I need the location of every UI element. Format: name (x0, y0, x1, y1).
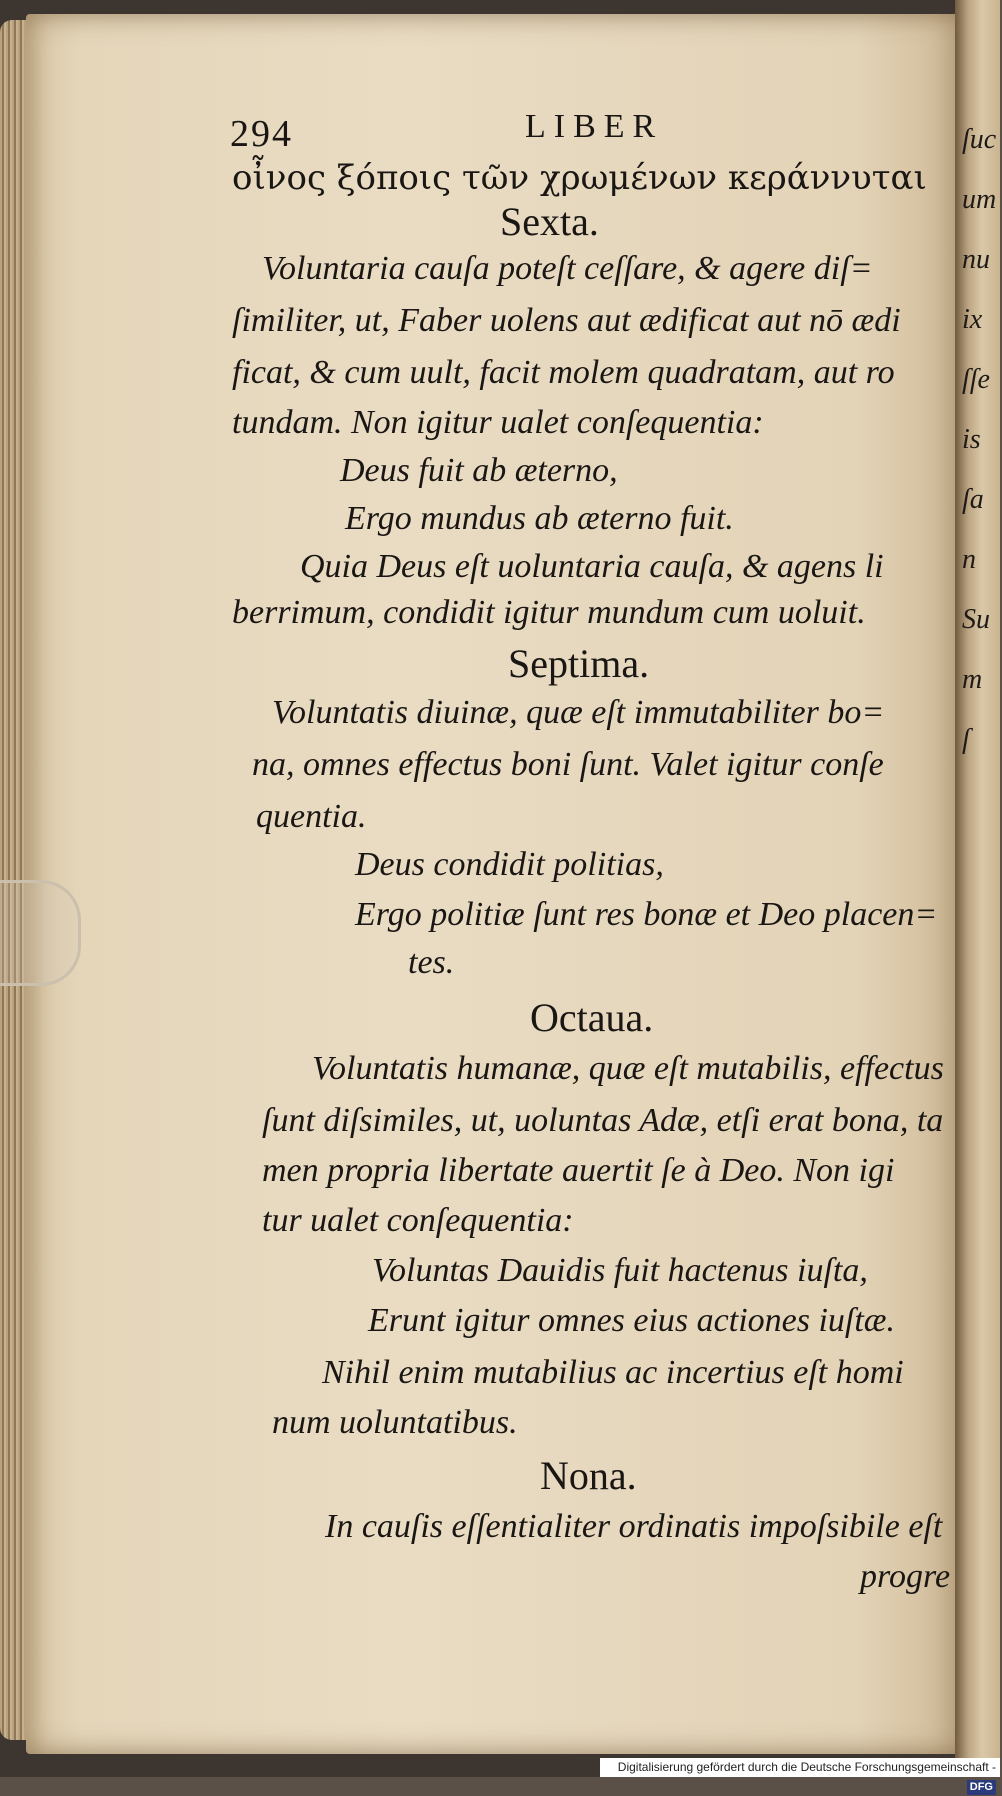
text-line: ficat, & cum uult, facit molem quadratam, aut ro (232, 354, 895, 391)
text-line: Deus fuit ab æterno, (340, 452, 618, 489)
dfg-logo: DFG (967, 1780, 996, 1795)
text-line: progre (860, 1558, 951, 1595)
text-line: Ergo mundus ab æterno fuit. (345, 500, 734, 537)
text-line: Voluntatis diuinæ, quæ eſt immutabiliter bo= (272, 694, 885, 731)
text-line: na, omnes effectus boni ſunt. Valet igitur conſe (252, 746, 884, 783)
text-line: ſunt diſsimiles, ut, uoluntas Adæ, etſi erat bona, ta (262, 1102, 944, 1139)
text-line: Deus condidit politias, (355, 846, 664, 883)
text-line: men propria libertate auertit ſe à Deo. Non igi (262, 1152, 895, 1189)
text-line: tes. (408, 944, 455, 981)
section-heading: Sexta. (500, 199, 599, 244)
text-line: tundam. Non igitur ualet conſequentia: (232, 404, 764, 441)
text-line: Voluntas Dauidis fuit hactenus iuſta, (372, 1252, 868, 1289)
adjacent-fragment: ſſe (962, 364, 990, 395)
adjacent-fragment: n (962, 544, 976, 575)
text-line: berrimum, condidit igitur mundum cum uoluit. (232, 594, 866, 631)
adjacent-fragment: ſa (962, 484, 984, 515)
text-line: Ergo politiæ ſunt res bonæ et Deo placen= (355, 896, 938, 933)
greek-line: οἶνος ξόποις τῶν χρωμένων κεράννυται (232, 158, 927, 198)
adjacent-fragment: um (962, 184, 997, 215)
adjacent-fragment: Su (962, 604, 990, 635)
running-title: LIBER (525, 108, 664, 145)
adjacent-page-text (962, 110, 1002, 770)
section-heading: Septima. (508, 641, 650, 686)
text-line: Erunt igitur omnes eius actiones iuſtæ. (368, 1302, 895, 1339)
text-line: In cauſis eſſentialiter ordinatis impoſsibile eſt (325, 1508, 943, 1545)
text-line: num uoluntatibus. (272, 1404, 518, 1441)
text-line: Quia Deus eſt uoluntaria cauſa, & agens li (300, 548, 884, 585)
digitization-credit (600, 1758, 1000, 1793)
adjacent-fragment: nu (962, 244, 990, 275)
credit-text: Digitalisierung gefördert durch die Deutsche Forschungsgemeinschaft - (617, 1760, 996, 1774)
text-line: quentia. (256, 798, 367, 835)
adjacent-fragment: ix (962, 304, 983, 335)
adjacent-fragment: ſ (962, 724, 970, 755)
text-line: Nihil enim mutabilius ac incertius eſt homi (322, 1354, 904, 1391)
adjacent-fragment: ſuc (962, 124, 997, 155)
adjacent-fragment: m (962, 664, 983, 695)
adjacent-fragment: is (962, 424, 981, 455)
text-line: Voluntaria cauſa poteſt ceſſare, & agere diſ= (262, 250, 873, 287)
section-heading: Nona. (540, 1453, 637, 1498)
page-number: 294 (230, 113, 293, 155)
book-clasp (0, 880, 81, 986)
text-line: tur ualet conſequentia: (262, 1202, 574, 1239)
text-line: ſimiliter, ut, Faber uolens aut ædificat aut nō ædi (232, 302, 901, 339)
section-heading: Octaua. (530, 995, 654, 1040)
text-line: Voluntatis humanæ, quæ eſt mutabilis, effectus (312, 1050, 944, 1087)
